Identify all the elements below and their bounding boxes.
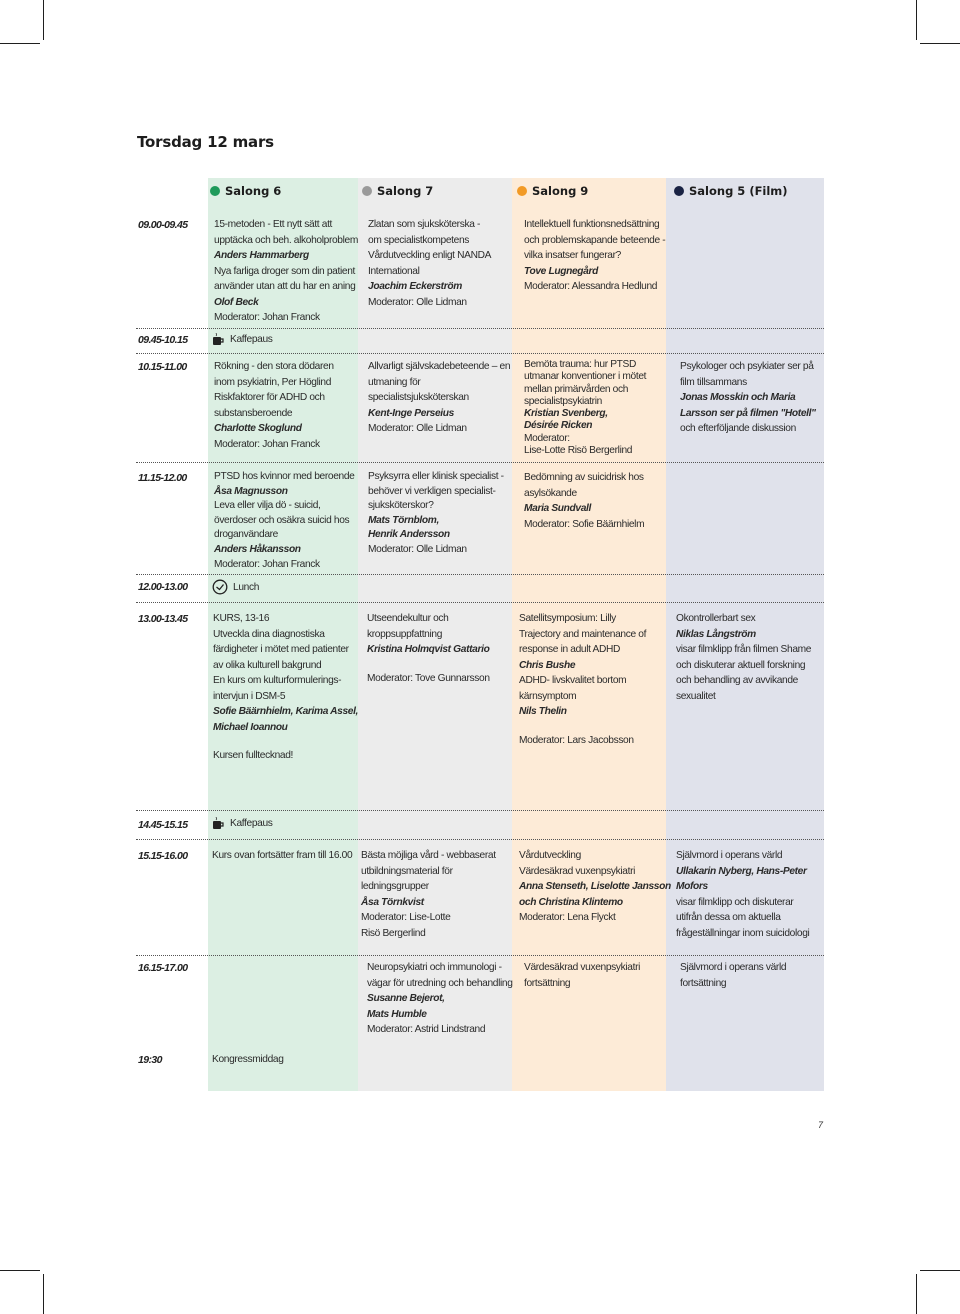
time-slot-label: 11.15-12.00 <box>138 472 187 484</box>
session-text-line: inom psykiatrin, Per Höglind <box>214 376 332 388</box>
crop-mark <box>920 43 960 44</box>
speaker-name: Tove Lugnegård <box>524 265 598 277</box>
room-header-salong-7 <box>362 184 433 198</box>
time-slot-label: 14.45-15.15 <box>138 819 188 831</box>
time-slot-label: 16.15-17.00 <box>138 962 188 974</box>
speaker-name: Kristian Svenberg, <box>524 408 608 420</box>
clock-icon <box>212 579 228 595</box>
session-text-line: utmanar konventioner i mötet <box>524 371 647 383</box>
session-text-line: om specialistkompetens <box>368 234 470 246</box>
session-cell-salong-9 <box>524 960 640 991</box>
room-color-dot <box>210 186 220 196</box>
speaker-name: Henrik Andersson <box>368 529 450 541</box>
room-header-salong-6 <box>210 184 281 198</box>
session-text-line: Rökning - den stora dödaren <box>214 361 334 372</box>
session-text-line: Bedömning av suicidrisk hos <box>524 472 644 483</box>
speaker-name: Anna Stenseth, Liselotte Jansson <box>519 881 671 892</box>
crop-mark <box>43 1274 44 1314</box>
session-text-line: specialistsjuksköterskan <box>368 392 469 403</box>
lunch-break <box>212 579 259 595</box>
session-text-line: Moderator: Tove Gunnarsson <box>367 672 490 684</box>
session-cell-salong-5 <box>680 359 816 437</box>
speaker-name: Désirée Ricken <box>524 420 593 432</box>
session-text-line: behöver vi verkligen specialist- <box>368 485 496 497</box>
session-text-line: KURS, 13-16 <box>213 613 270 624</box>
crop-mark <box>916 1274 917 1314</box>
row-divider <box>136 955 824 956</box>
session-text-line: Moderator: Lars Jacobsson <box>519 734 634 746</box>
session-text-line: Okontrollerbart sex <box>676 613 756 624</box>
coffee-cup-icon <box>212 333 225 346</box>
session-text-line: Zlatan som sjuksköterska - <box>368 219 481 230</box>
congress-dinner <box>212 1054 284 1065</box>
session-cell-salong-5 <box>680 960 786 991</box>
row-divider <box>136 328 824 329</box>
session-text-line: kärnsymptom <box>519 690 577 702</box>
speaker-name: Kristina Holmqvist Gattario <box>367 644 490 655</box>
session-text-line: Leva eller vilja dö - suicid, <box>214 500 321 512</box>
session-text-line: film tillsammans <box>680 376 747 388</box>
session-cell-salong-7 <box>361 848 496 941</box>
session-text-line: asylsökande <box>524 487 577 499</box>
session-cell-salong-5 <box>676 611 811 704</box>
line-spacer <box>367 658 490 671</box>
speaker-name: Nils Thelin <box>519 706 567 717</box>
session-text-line: Lise-Lotte Risö Bergerlind <box>524 445 633 457</box>
session-text-line: Vårdutveckling <box>519 850 581 861</box>
coffee-break <box>212 817 273 830</box>
session-text-line: frågeställningar inom suicidologi <box>676 927 810 939</box>
session-text-line: Moderator: Johan Franck <box>214 312 320 323</box>
session-cell-salong-6 <box>214 217 358 326</box>
session-text-line: International <box>368 265 420 277</box>
session-text-line: response in adult ADHD <box>519 644 621 655</box>
page-title: Torsdag 12 mars <box>137 133 274 151</box>
session-text-line: Riskfaktorer för ADHD och <box>214 392 325 403</box>
speaker-name: Sofie Bäärnhielm, Karima Assel, <box>213 706 359 717</box>
session-text-line: överdoser och osäkra suicid hos <box>214 514 350 526</box>
room-header-salong-9 <box>517 184 588 198</box>
session-text-line: av olika kulturell bakgrund <box>213 659 322 671</box>
session-text-line: Utveckla dina diagnostiska <box>213 628 325 640</box>
session-text-line: upptäcka och beh. alkoholproblem <box>214 234 358 246</box>
room-header-salong-5 <box>674 184 788 198</box>
break-label: Kongressmiddag <box>212 1054 284 1065</box>
session-text-line: sjuksköterskor? <box>368 500 434 512</box>
session-cell-salong-9 <box>524 217 665 295</box>
session-cell-salong-9 <box>519 848 671 926</box>
session-text-line: substansberoende <box>214 407 293 419</box>
speaker-name: Maria Sundvall <box>524 503 591 514</box>
session-text-line: Självmord i operans värld <box>676 850 783 861</box>
session-text-line: Moderator: Alessandra Hedlund <box>524 281 658 292</box>
session-text-line: utbildningsmaterial för <box>361 865 453 877</box>
session-text-line: Psyksyrra eller klinisk specialist - <box>368 471 504 482</box>
session-text-line: utmaning för <box>368 376 421 388</box>
speaker-name: och Christina Klintemo <box>519 896 623 908</box>
speaker-name: Åsa Törnkvist <box>361 896 424 908</box>
crop-mark <box>0 43 40 44</box>
session-text-line: Kurs ovan fortsätter fram till 16.00 <box>212 850 353 861</box>
time-slot-label: 10.15-11.00 <box>138 361 187 373</box>
session-cell-salong-5 <box>676 848 809 941</box>
speaker-name: Åsa Magnusson <box>214 485 288 497</box>
speaker-name: Olof Beck <box>214 296 259 308</box>
session-cell-salong-9 <box>524 359 646 457</box>
session-text-line: fortsättning <box>680 977 727 989</box>
session-text-line: Bästa möjliga vård - webbaserat <box>361 850 496 861</box>
crop-mark <box>0 1270 40 1271</box>
speaker-name: Ullakarin Nyberg, Hans-Peter <box>676 865 807 877</box>
session-cell-salong-7 <box>367 960 513 1038</box>
session-text-line: droganvändare <box>214 529 278 541</box>
session-text-line: En kurs om kulturformulerings- <box>213 675 342 686</box>
session-text-line: använder utan att du har en aning <box>214 281 356 292</box>
coffee-cup-icon <box>212 817 225 830</box>
speaker-name: Larsson ser på filmen "Hotell" <box>680 407 816 419</box>
session-cell-salong-7 <box>368 470 504 558</box>
session-text-line: vilka insatser fungerar? <box>524 250 621 261</box>
session-text-line: Moderator: Sofie Bäärnhielm <box>524 518 645 530</box>
speaker-name: Chris Bushe <box>519 659 576 671</box>
row-divider <box>136 810 824 811</box>
row-divider <box>136 353 824 354</box>
time-slot-label: 13.00-13.45 <box>138 613 188 625</box>
session-text-line: Värdesäkrad vuxenpsykiatri <box>519 865 636 877</box>
session-text-line: PTSD hos kvinnor med beroende <box>214 471 355 482</box>
session-text-line: sexualitet <box>676 690 716 702</box>
session-cell-salong-6 <box>213 611 358 764</box>
line-spacer <box>213 735 358 748</box>
session-text-line: Självmord i operans värld <box>680 962 787 973</box>
session-text-line: intervjun i DSM-5 <box>213 690 286 702</box>
session-text-line: vägar för utredning och behandling <box>367 977 513 989</box>
session-text-line: Utseendekultur och <box>367 613 449 624</box>
room-color-dot <box>362 186 372 196</box>
row-divider <box>136 602 824 603</box>
speaker-name: Anders Håkansson <box>214 543 301 555</box>
coffee-break <box>212 333 273 346</box>
speaker-name: Susanne Bejerot, <box>367 993 445 1004</box>
room-label: Salong 5 (Film) <box>689 184 788 198</box>
session-text-line: och diskuterar aktuell forskning <box>676 659 806 671</box>
time-slot-label: 19:30 <box>138 1054 162 1066</box>
session-text-line: Risö Bergerlind <box>361 927 426 939</box>
speaker-name: Anders Hammarberg <box>214 250 309 261</box>
session-text-line: färdigheter i mötet med patienter <box>213 644 349 655</box>
session-cell-salong-7 <box>368 359 510 437</box>
session-text-line: och behandling av avvikande <box>676 675 798 686</box>
room-label: Salong 9 <box>532 184 589 198</box>
session-text-line: visar filmklipp från filmen Shame <box>676 644 812 655</box>
session-text-line: Moderator: Olle Lidman <box>368 543 467 555</box>
room-label: Salong 7 <box>377 184 434 198</box>
crop-mark <box>43 0 44 40</box>
session-text-line: Moderator: Olle Lidman <box>368 296 467 308</box>
session-text-line: Vårdutveckling enligt NANDA <box>368 250 492 261</box>
speaker-name: Michael Ioannou <box>213 721 288 733</box>
session-cell-salong-6 <box>212 848 352 864</box>
speaker-name: Niklas Långström <box>676 628 756 640</box>
session-text-line: Bemöta trauma: hur PTSD <box>524 359 636 370</box>
break-label: Kaffepaus <box>230 334 273 345</box>
room-label: Salong 6 <box>225 184 282 198</box>
time-slot-label: 09.00-09.45 <box>138 219 188 231</box>
session-text-line: Moderator: Lise-Lotte <box>361 912 451 923</box>
session-text-line: Moderator: Johan Franck <box>214 438 320 450</box>
session-text-line: Trajectory and maintenance of <box>519 628 647 640</box>
page-number: 7 <box>818 1120 824 1130</box>
session-text-line: mellan primärvården och <box>524 383 629 395</box>
row-divider <box>136 839 824 840</box>
row-divider <box>136 574 824 575</box>
speaker-name: Mofors <box>676 881 708 892</box>
room-color-dot <box>517 186 527 196</box>
session-text-line: 15-metoden - Ett nytt sätt att <box>214 219 333 230</box>
session-text-line: fortsättning <box>524 977 571 989</box>
session-text-line: utifrån dessa om aktuella <box>676 912 781 923</box>
session-text-line: Psykologer och psykiater ser på <box>680 361 814 372</box>
session-text-line: och problemskapande beteende - <box>524 234 666 246</box>
session-cell-salong-7 <box>368 217 491 310</box>
time-slot-label: 09.45-10.15 <box>138 334 188 346</box>
speaker-name: Mats Humble <box>367 1008 427 1020</box>
session-cell-salong-7 <box>367 611 490 686</box>
time-slot-label: 15.15-16.00 <box>138 850 188 862</box>
session-text-line: kroppsuppfattning <box>367 628 443 640</box>
time-slot-label: 12.00-13.00 <box>138 581 188 593</box>
session-cell-salong-9 <box>524 470 644 532</box>
speaker-name: Charlotte Skoglund <box>214 423 302 434</box>
session-text-line: Moderator: Lena Flyckt <box>519 912 616 923</box>
session-text-line: Kursen fulltecknad! <box>213 750 293 761</box>
line-spacer <box>519 720 646 733</box>
session-text-line: Moderator: Johan Franck <box>214 558 320 570</box>
session-text-line: visar filmklipp och diskuterar <box>676 896 794 908</box>
session-text-line: Allvarligt självskadebeteende – en <box>368 361 511 372</box>
crop-mark <box>920 1270 960 1271</box>
session-text-line: Nya farliga droger som din patient <box>214 265 355 277</box>
speaker-name: Joachim Eckerström <box>368 281 462 292</box>
session-text-line: Intellektuell funktionsnedsättning <box>524 219 660 230</box>
session-text-line: Värdesäkrad vuxenpsykiatri <box>524 962 641 973</box>
speaker-name: Jonas Mosskin och Maria <box>680 392 796 403</box>
row-divider <box>136 462 824 463</box>
session-text-line: ledningsgrupper <box>361 881 429 892</box>
speaker-name: Mats Törnblom, <box>368 514 439 526</box>
break-label: Kaffepaus <box>230 818 273 829</box>
session-text-line: specialistpsykiatrin <box>524 395 602 407</box>
session-text-line: Moderator: Olle Lidman <box>368 423 467 434</box>
session-text-line: Moderator: <box>524 432 570 444</box>
session-cell-salong-9 <box>519 611 646 748</box>
session-text-line: Satellitsymposium: Lilly <box>519 613 616 624</box>
session-text-line: Moderator: Astrid Lindstrand <box>367 1024 486 1035</box>
speaker-name: Kent-Inge Perseius <box>368 407 454 419</box>
crop-mark <box>916 0 917 40</box>
room-color-dot <box>674 186 684 196</box>
break-label: Lunch <box>233 581 260 593</box>
session-cell-salong-6 <box>214 359 334 452</box>
session-text-line: ADHD- livskvalitet bortom <box>519 675 627 686</box>
session-text-line: och efterföljande diskussion <box>680 423 796 434</box>
session-cell-salong-6 <box>214 470 354 572</box>
session-text-line: Neuropsykiatri och immunologi - <box>367 962 502 973</box>
